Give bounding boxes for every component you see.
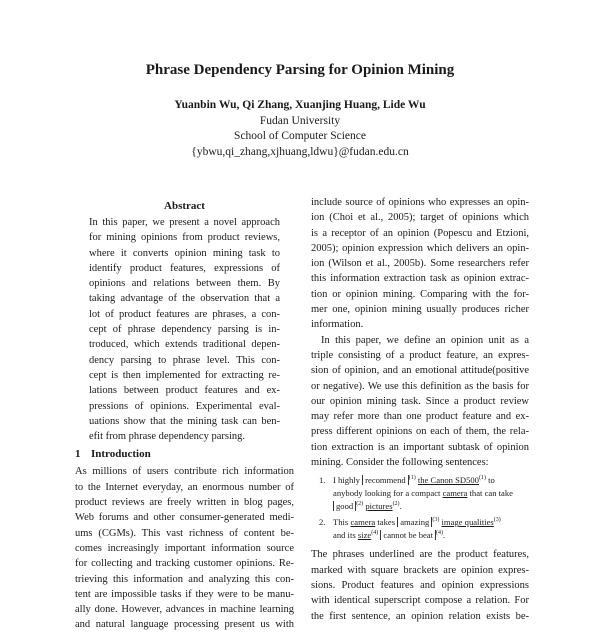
abstract-line: pressions of opinions. Experimental eval- (89, 400, 280, 412)
author-block (0, 98, 600, 160)
author-names: Yuanbin Wu, Qi Zhang, Xuanjing Huang, Lide Wu (174, 99, 426, 111)
body-line: The phrases underlined are the product features, (311, 549, 529, 561)
example-line (333, 474, 529, 487)
abstract-line: opinions and relations between them. By (89, 278, 280, 290)
example-body (333, 516, 529, 541)
example-2 (311, 516, 529, 541)
abstract-line: dency parsing to phrase level. This con- (89, 354, 280, 366)
superscript: (3) (493, 517, 501, 524)
example-text: anybody looking for a compact (333, 487, 441, 498)
example-1 (311, 474, 529, 512)
body-line: the first sentence, an opinion relation exists be- (311, 610, 529, 622)
body-line: press different opinions on each of them, the rela- (311, 426, 529, 438)
example-text: . (399, 500, 402, 511)
body-line: 2005); opinion expression which delivers an opin- (311, 242, 529, 254)
example-text: . (443, 529, 446, 540)
abstract-line: lations between product features and ex- (89, 385, 280, 397)
section-number: 1 (75, 448, 81, 461)
right-column (311, 195, 529, 624)
body-line: marked with square brackets are opinion expres- (311, 564, 529, 576)
abstract-heading: Abstract (164, 200, 205, 212)
body-line: is a receptor of an opinion (Popescu and Etzioni, (311, 227, 529, 239)
example-line (333, 500, 529, 513)
abstract-line: identify product features, expressions of (89, 262, 280, 274)
example-text: takes (377, 517, 396, 528)
intro-line: As millions of users contribute rich information (75, 466, 294, 478)
example-sentences (311, 474, 529, 541)
intro-line: to the Internet everyday, an enormous number of (75, 481, 294, 493)
feature-underline: image qualities (441, 517, 494, 528)
affiliation-school: School of Computer Science (234, 130, 366, 142)
paper-title: Phrase Dependency Parsing for Opinion Mining (145, 62, 455, 78)
author-emails: {ybwu,qi_zhang,xjhuang,ldwu}@fudan.edu.cn (191, 145, 409, 158)
abstract-line: where it converts opinion mining task to (89, 247, 280, 259)
abstract-line: taking advantage of the observation that a (89, 293, 280, 305)
abstract-line: cept of phrase dependency parsing is in- (89, 324, 280, 336)
abstract-line: cept is then implemented for extracting re- (89, 369, 280, 381)
right-paragraph-1 (311, 195, 529, 333)
body-line: In this paper, we define an opinion unit as a (321, 334, 529, 346)
abstract-line: In this paper, we present a novel approach (89, 217, 280, 228)
opinion-bracket: good (333, 501, 356, 511)
body-line: our opinion mining task. Since a product review (311, 395, 529, 407)
superscript: (2) (392, 500, 400, 507)
example-line (333, 516, 529, 529)
body-line: sions. Product features and opinion expressions (311, 579, 529, 591)
abstract-line: for mining opinions from product reviews, (89, 232, 280, 244)
example-line (333, 529, 529, 542)
body-line: may refer more than one product feature and ex- (311, 411, 529, 423)
feature-underline: camera (442, 487, 468, 498)
body-line: sion of opinion, and an emotional attitude(positive (311, 365, 529, 377)
right-paragraph-2 (311, 333, 529, 471)
left-column (75, 199, 294, 633)
body-line: mer one, opinion mining usually produces richer (311, 304, 529, 316)
intro-line: Web forums and other consumer-generated medi- (75, 512, 294, 524)
superscript: (1) (478, 475, 486, 482)
example-text: This (333, 517, 349, 528)
intro-line: for collecting and tracking customer opinions. Re- (75, 558, 294, 570)
right-paragraph-3 (311, 547, 529, 623)
body-line: this information extraction task as opinion extrac- (311, 273, 529, 285)
body-line: ion (Wilson et al., 2005b). Some researchers refer (311, 258, 529, 270)
intro-line: and natural language processing present us with (75, 619, 294, 631)
example-body (333, 474, 529, 512)
body-line: tion extraction is an important subtask of opinion (311, 441, 529, 453)
abstract-body (75, 215, 294, 444)
body-line: mining. Consider the following sentences: (311, 457, 489, 469)
intro-line: ums (CGMs). This vast richness of content be- (75, 527, 294, 539)
body-line: tion or opinion mining. Comparing with the for- (311, 288, 529, 300)
example-text: to (488, 475, 495, 486)
intro-line: tent are impossible tasks if they were to be manu- (75, 588, 294, 600)
opinion-bracket: amazing (397, 517, 432, 527)
example-text: I highly (333, 475, 360, 486)
superscript: (4) (371, 529, 379, 536)
body-line: include source of opinions who expresses an opin- (311, 197, 529, 208)
opinion-bracket: recommend (362, 475, 409, 485)
superscript: (4) (436, 529, 444, 536)
intro-line: ally done. However, advances in machine learning (75, 604, 294, 616)
example-line (333, 487, 529, 500)
body-line: ion (Choi et al., 2005); target of opinions which (311, 212, 529, 224)
example-text: and its (333, 529, 356, 540)
feature-underline: the Canon SD500 (417, 475, 479, 486)
intro-line: trieving this information and analyzing this con- (75, 573, 294, 585)
superscript: (1) (408, 475, 416, 482)
feature-underline: pictures (365, 500, 393, 511)
opinion-bracket: cannot be beat (380, 530, 436, 540)
intro-line: comes increasingly important information source (75, 542, 294, 554)
example-number: 2. (319, 517, 326, 528)
example-text: that can take (469, 487, 513, 498)
section-heading-introduction (75, 446, 294, 464)
introduction-body (75, 464, 294, 632)
superscript: (2) (356, 500, 364, 507)
abstract-line: efit from phrase dependency parsing. (89, 431, 245, 443)
section-title: Introduction (91, 448, 151, 461)
body-line: triple consisting of a product feature, an expres- (311, 349, 529, 361)
body-line: with identical superscript compose a relation. For (311, 595, 529, 607)
feature-underline: size (357, 529, 372, 540)
abstract-line: uations show that the mining task can ben- (89, 415, 280, 427)
abstract-line: troduced, which extends traditional depen- (89, 339, 280, 351)
body-line: information. (311, 319, 364, 331)
feature-underline: camera (350, 517, 376, 528)
intro-line: product reviews are freely written in blog pages, (75, 497, 294, 509)
affiliation-university: Fudan University (259, 114, 341, 127)
body-line: or negative). We use this definition as the basis for (311, 380, 529, 392)
abstract-line: lot of product features are phrases, a con- (89, 308, 280, 320)
example-number: 1. (319, 475, 326, 486)
superscript: (3) (432, 517, 440, 524)
